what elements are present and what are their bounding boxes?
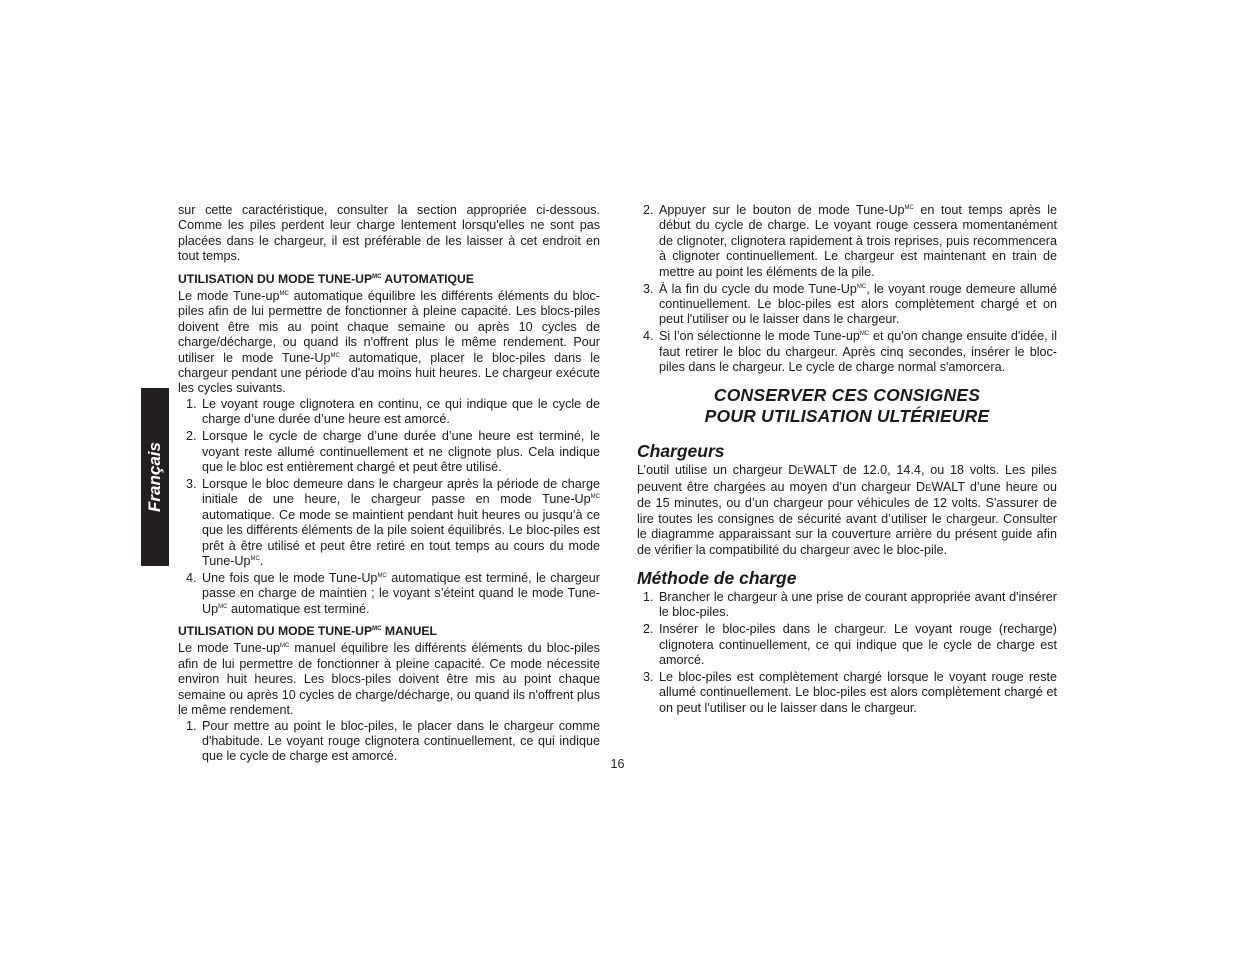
list-item: 1. Brancher le chargeur à une prise de courant appropriée avant d'insérer le bloc-piles. [643,589,1057,620]
auto-mode-steps [178,397,600,617]
list-item: 2. Appuyer sur le bouton de mode Tune-$Up^{MC}$ en tout temps après le début du cycle de charge. Le voyant rouge cessera momentanément de clignoter, clignotera rapidement à trois reprises, puis recommencera à clignoter continuellement. Le chargeur est maintenant en train de mettre au point les éléments de la pile. [643,203,1058,279]
save-instructions-banner: CONSERVER CES CONSIGNES POUR UTILISATION ULTÉRIEURE [704,385,990,427]
list-item: 4. Si l’on sélectionne le mode Tune-$up^{MC}$ et qu'on change ensuite d'idée, il faut retirer le bloc du chargeur. Après cinq secondes, insérer le bloc-piles dans le chargeur. Le cycle de charge normal s'amorcera. [643,329,1057,375]
language-tab-label: Français [145,442,164,512]
list-item: 2. Lorsque le cycle de charge d’une durée d’une heure est terminé, le voyant reste allumé continuellement et ne clignote plus. Cela indique que le bloc est entièrement chargé et peut être utilisé. [186,429,600,474]
list-item: 3. À la fin du cycle du mode Tune-$Up^{MC}$, le voyant rouge demeure allumé continuellement. Le bloc-piles est alors complètement chargé et on peut l'utiliser ou le laisser dans le chargeur. [643,281,1057,327]
chargeurs-paragraph: L’outil utilise un chargeur DEWALT de 12.0, 14.4, ou 18 volts. Les piles peuvent être chargées au moyen d’un chargeur DEWALT d’une heure ou de 15 minutes, ou d’un chargeur pour véhicules de 12 volts. S'assurer de lire toutes les consignes de sécurité avant d’utiliser le chargeur. Consulter le diagramme apparaissant sur la couverture arrière du présent guide afin de vérifier la compatibilité du chargeur avec le bloc-pile. [637,463,1057,557]
page-number: 16 [610,757,625,771]
list-item: 1. Pour mettre au point le bloc-piles, le placer dans le chargeur comme d'habitude. Le voyant rouge clignotera continuellement, ce qui indique que le cycle de charge est amorcé. [186,718,600,764]
manual-mode-heading: UTILISATION DU MODE TUNE-$UP^{MC}$ MANUEL [178,624,437,639]
list-item: 3. Lorsque le bloc demeure dans le chargeur après la période de charge initiale de une heure, le chargeur passe en mode Tune-$Up^{MC}$ automatique. Ce mode se maintient pendant huit heures ou jusqu’à ce que les différents éléments de la pile soient équilibrés. Le bloc-piles est prêt à être utilisé et peut être retiré en tout temps au cours du mode Tune-$Up^{MC}$. [186,476,600,568]
methode-heading: Méthode de charge [637,567,797,588]
list-item: 3. Le bloc-piles est complètement chargé lorsque le voyant rouge reste allumé continuellement. Le bloc-piles est alors complètement chargé et on peut l'utiliser ou le laisser dans le chargeur. [643,669,1057,715]
list-item: 4. Une fois que le mode Tune-$Up^{MC}$ automatique est terminé, le chargeur passe en charge de maintien ; le voyant s’éteint quand le mode Tune-$Up^{MC}$ automatique est terminé. [186,570,600,616]
manual-mode-steps-continued [637,203,1057,375]
methode-steps [637,590,1057,716]
list-item: 2. Insérer le bloc-piles dans le chargeur. Le voyant rouge (recharge) clignotera continuellement, ce qui indique que le cycle de charge est amorcé. [643,622,1057,668]
language-tab [141,388,169,566]
auto-mode-paragraph: Le mode Tune-$up^{MC}$ automatique équilibre les différents éléments du bloc-piles afin de lui permettre de fonctionner à pleine capacité. Les blocs-piles doivent être mis au point chaque semaine ou après 10 cycles de charge/décharge, ou quand ils n'offrent plus le même rendement. Pour utiliser le mode Tune-$Up^{MC}$ automatique, placer le bloc-piles dans le chargeur pendant une période d'au moins huit heures. Le chargeur exécute les cycles suivants. [178,289,601,396]
auto-mode-heading: UTILISATION DU MODE TUNE-$UP^{MC}$ AUTOMATIQUE [178,271,474,286]
manual-mode-paragraph: Le mode Tune-$up^{MC}$ manuel équilibre les différents éléments du bloc-piles afin de lui permettre de fonctionner à pleine capacité. Ce mode nécessite environ huit heures. Les blocs-piles doivent être mis au point chaque semaine ou après 10 cycles de charge/décharge, ou quand ils n'offrent plus le même rendement. [178,641,600,718]
chargeurs-heading: Chargeurs [637,441,725,462]
list-item: 1. Le voyant rouge clignotera en continu, ce qui indique que le cycle de charge d’une durée d’une heure est amorcé. [186,396,600,427]
right-column [637,203,1057,718]
intro-paragraph: sur cette caractéristique, consulter la section appropriée ci-dessous. Comme les piles perdent leur charge lentement lorsqu'elles ne sont pas placées dans le chargeur, il est préférable de les laisser à cet endroit en tout temps. [178,203,600,264]
left-column [178,203,600,766]
